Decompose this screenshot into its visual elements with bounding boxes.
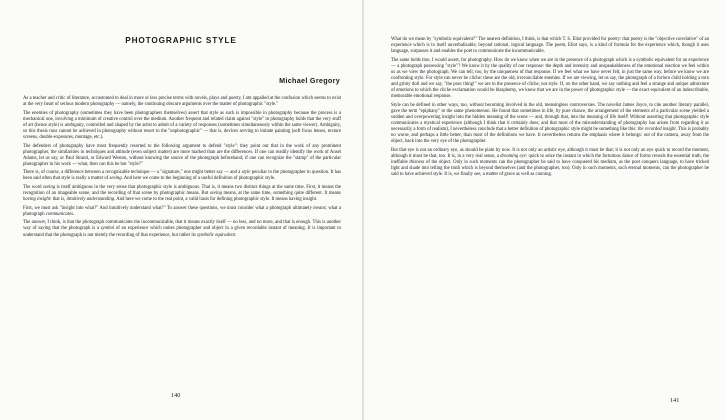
paragraph: The word seeing is itself ambiguous in the very sense that photographic style is ambiguous. That is, it means two distinct things at the same time. First, it means the recognition of an imageable scene, and the recording of that scene by photographic means. But seeing means, at the same time, something quite different. It means having insight: that is, intuitively understanding. And here we come to the real point, a valid basis for defining photographic style. It means having insight. [23, 184, 341, 203]
left-page-body [23, 96, 341, 241]
emphasis: dreaming eye [500, 153, 526, 159]
emphasis: seeing [42, 184, 56, 190]
paragraph: First, we must ask "insight into what?" And intuitively understand what?" To answer these questions, we must consider what a photograph ultimately means; what a photograph communicates. [23, 205, 341, 217]
emphasis: seeing [209, 191, 222, 197]
right-page [364, 0, 726, 420]
emphasis: seeing [109, 176, 122, 182]
paragraph: But that eye is not an ordinary eye, as should be plain by now. It is not only an artistic eye, although it must be that; it is not only an eye quick to record the moment, although it must be that, too. It is, in a very real sense, a dreaming eye: quick to seize the instant in which the fortuitous dance of forms reveals the essential truth, the ineffable thisness of the object. Only in such moments can the photographer be said to have conquered his medium, as the poet conquers language, to have tricked light and shade into telling the truth which is beyond themselves (and the photographer, too). Only in such moments, such eternal moments, can the photographer be said to have achieved style. It is, we finally see, a matter of grace as well as cunning. [391, 147, 710, 177]
emphasis: having insight [23, 197, 51, 203]
emphasis: ambiguity [64, 122, 84, 128]
emphasis: symbol [100, 226, 115, 232]
emphasis: thisness [409, 159, 425, 165]
paragraph: The same holds true, I would assert, for photography. How do we know when we are in the presence of a photograph which is a symbolic equivalent for an experience — a photograph possessing "style"? We know it by the quality of our response: the depth and intensity and unspeakableness of the emotional reaction we feel within us as we view the photograph. We can tell, too, by the uniqueness of that response. If we feel what we have never felt, in just the same way, before we know we are confronting style. For style can never be cliche: these are the old, irreconcilable enemies. If we are viewing, let us say, the photograph of a forlorn child holding a torn and grimy doll and we say, "the poor thing!" we are in the presence of cliche, not style. If, on the other hand, we say nothing and feel a strange and unique admixture of emotions to which the cliche exclamation would be blasphemy, we know that we are in the power of photographic style — the exact equivalent of an indescribable, memorable emotional response. [391, 57, 709, 100]
paragraph: Style can be defined in other ways, too, without becoming involved in the old, meaningless controversies. The novelist James Joyce, to cite another literary parallel, gave the term "epiphany" to the same phenomenon. He found that sometimes in life, by pure chance, the arrangement of the elements of a particular scene yielded a sudden and overpowering insight into the hidden meaning of the scene — and, through that, into the meaning of life itself! Without asserting that photographic style communicates a mystical experience (although I think that it certainly does; and that most of the misunderstanding of photography has arisen from regarding it as necessarily a form of realism), I nevertheless conclude that a better definition of photographic style might be something like this: the recorded insight. This is probably no worse, and perhaps a little better, than most of the definitions we have. It nevertheless returns the emphasis where it belongs: out of the camera, away from the object, back into the very eye of the photographer. [391, 102, 710, 144]
paragraph: The answer, I think, is that the photograph communicates the incommunicable, that it means exactly itself — no less, and no more, and that is enough. This is another way of saying that the photograph is a symbol of an experience which unites photographer and object in a given recordable instant of meaning. It is important to understand that the photograph is not merely the recording of that experience, but rather its symbolic equivalent. [23, 220, 341, 238]
emphasis: style [241, 170, 251, 176]
emphasis: symbolic equivalent [197, 232, 235, 238]
paragraph: The defenders of photography have most frequently resorted to the following argument to defend "style": they point out that in the work of any prominent photographer, the similarities in techniques and attitude (even subject matter) are more marked than are the differences. If one can readily identify the work of Ansel Adams, let us say, or Paul Strand, or Edward Weston, without knowing the source of the photograph beforehand; if one can recognize the "stamp" of the particular photographer in his work — what, then can this be but "style?" [23, 143, 341, 167]
page-number-right: 141 [670, 397, 680, 404]
paragraph: There is, of course, a difference between a recognizable technique — a "signature," one might better say — and a style peculiar to the photographer in question. It has been said often that style is really a matter of seeing. And here we come to the beginning of a useful definition of photographic style. [23, 170, 341, 182]
emphasis: communicates [45, 211, 74, 217]
right-page-body [391, 37, 709, 180]
article-title: PHOTOGRAPHIC STYLE [125, 36, 237, 45]
author-byline: Michael Gregory [279, 76, 340, 85]
emphasis: means [313, 205, 326, 211]
emphasis: intuitively understanding [66, 197, 115, 203]
page-number-left: 140 [171, 392, 181, 399]
paragraph: What do we mean by "symbolic equivalent?" The nearest definition, I think, is that which T. S. Eliot provided for poetry: that poetry is the "objective correlative" of an experience which is in itself unverbalizable, beyond rational, logical language. The poem, Eliot says, is a kind of formula for the experience which, though it uses language, surpasses it and enables the poet to communicate the incommunicable. [391, 37, 709, 55]
paragraph: The enemies of photography (sometimes they have been photographers themselves) assert that style as such is impossible in photography because the process is a mechanical one, involving a minimum of creative control over the medium. Another frequent and related claim against "style" in photography holds that the very stuff of art (hence style) is ambiguity, controlled and shaped by the artist to admit of a variety of responses (sometimes simultaneously within the same viewer). Ambiguity, so this thesis runs cannot be achieved in photography without resort to the "unphotographic" — that is, devices serving to imitate painting (soft focus lenses, texture screens, double-exposures, montage, etc.). [23, 110, 341, 140]
emphasis: the recorded insight [637, 126, 676, 132]
paragraph: As a teacher and critic of literature, accustomed to deal in more or less precise terms with novels, plays and poetry, I am appalled at the confusion which seems to exist at the very heart of serious modern photography — namely, the continuing obscure arguments over the matter of photographic "style." [23, 96, 341, 108]
left-page [0, 0, 362, 420]
